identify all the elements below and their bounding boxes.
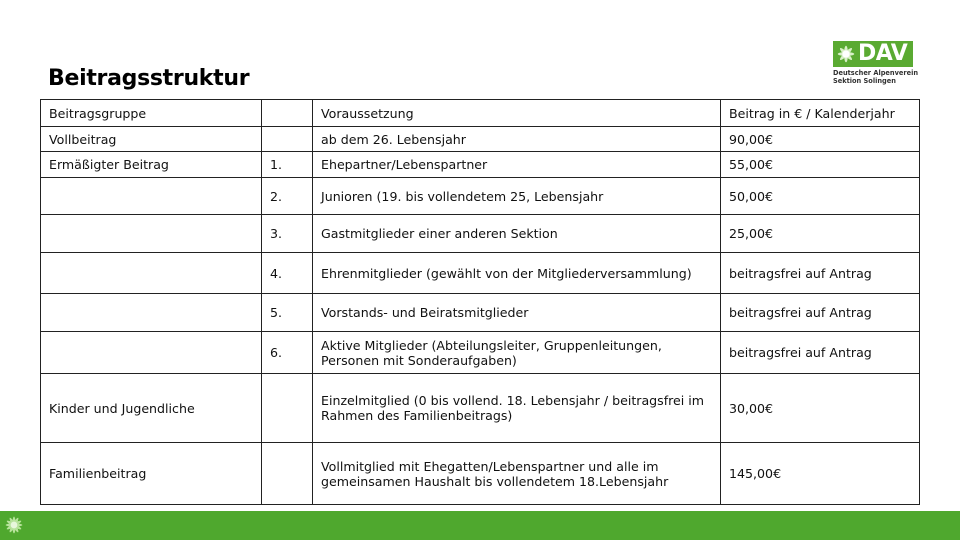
cell-condition: Ehrenmitglieder (gewählt von der Mitgliederversammlung)	[313, 253, 721, 294]
edelweiss-icon	[835, 43, 857, 65]
cell-number	[262, 443, 313, 505]
cell-number	[262, 374, 313, 443]
cell-fee: 50,00€	[721, 178, 920, 215]
header-group: Beitragsgruppe	[41, 100, 262, 127]
cell-fee: beitragsfrei auf Antrag	[721, 332, 920, 374]
logo-brand: DAV	[858, 41, 908, 66]
cell-group	[41, 332, 262, 374]
logo-badge	[833, 41, 913, 67]
cell-condition: Vorstands- und Beiratsmitglieder	[313, 294, 721, 332]
cell-number: 3.	[262, 215, 313, 253]
header-fee: Beitrag in € / Kalenderjahr	[721, 100, 920, 127]
dav-logo	[833, 41, 919, 85]
footer-band	[0, 511, 960, 540]
logo-line-2: Sektion Solingen	[833, 77, 896, 85]
cell-number: 2.	[262, 178, 313, 215]
cell-fee: beitragsfrei auf Antrag	[721, 294, 920, 332]
table-row	[41, 152, 920, 178]
cell-fee: 55,00€	[721, 152, 920, 178]
cell-group	[41, 253, 262, 294]
table-row	[41, 178, 920, 215]
page-title: Beitragsstruktur	[48, 66, 250, 91]
cell-condition: Ehepartner/Lebenspartner	[313, 152, 721, 178]
cell-group	[41, 178, 262, 215]
cell-number	[262, 127, 313, 152]
cell-condition: Junioren (19. bis vollendetem 25, Lebensjahr	[313, 178, 721, 215]
cell-fee: beitragsfrei auf Antrag	[721, 253, 920, 294]
table-row	[41, 332, 920, 374]
table-row	[41, 127, 920, 152]
cell-group	[41, 294, 262, 332]
cell-fee: 30,00€	[721, 374, 920, 443]
table-header-row	[41, 100, 920, 127]
cell-condition: Gastmitglieder einer anderen Sektion	[313, 215, 721, 253]
cell-group	[41, 215, 262, 253]
cell-group: Ermäßigter Beitrag	[41, 152, 262, 178]
logo-line-1: Deutscher Alpenverein	[833, 69, 919, 77]
cell-number: 5.	[262, 294, 313, 332]
table-row	[41, 253, 920, 294]
cell-condition: ab dem 26. Lebensjahr	[313, 127, 721, 152]
cell-number: 6.	[262, 332, 313, 374]
cell-condition: Einzelmitglied (0 bis vollend. 18. Lebensjahr / beitragsfrei im Rahmen des Familienbeitrags)	[313, 374, 721, 443]
table-row	[41, 374, 920, 443]
fee-table	[40, 99, 920, 505]
cell-group: Kinder und Jugendliche	[41, 374, 262, 443]
cell-group: Familienbeitrag	[41, 443, 262, 505]
cell-condition: Vollmitglied mit Ehegatten/Lebenspartner und alle im gemeinsamen Haushalt bis vollendetem 18.Lebensjahr	[313, 443, 721, 505]
table-row	[41, 215, 920, 253]
cell-group: Vollbeitrag	[41, 127, 262, 152]
table-row	[41, 294, 920, 332]
cell-fee: 90,00€	[721, 127, 920, 152]
table-row	[41, 443, 920, 505]
cell-fee: 145,00€	[721, 443, 920, 505]
cell-fee: 25,00€	[721, 215, 920, 253]
cell-number: 4.	[262, 253, 313, 294]
header-condition: Voraussetzung	[313, 100, 721, 127]
edelweiss-icon	[4, 515, 24, 535]
header-number	[262, 100, 313, 127]
cell-condition: Aktive Mitglieder (Abteilungsleiter, Gruppenleitungen, Personen mit Sonderaufgaben)	[313, 332, 721, 374]
cell-number: 1.	[262, 152, 313, 178]
